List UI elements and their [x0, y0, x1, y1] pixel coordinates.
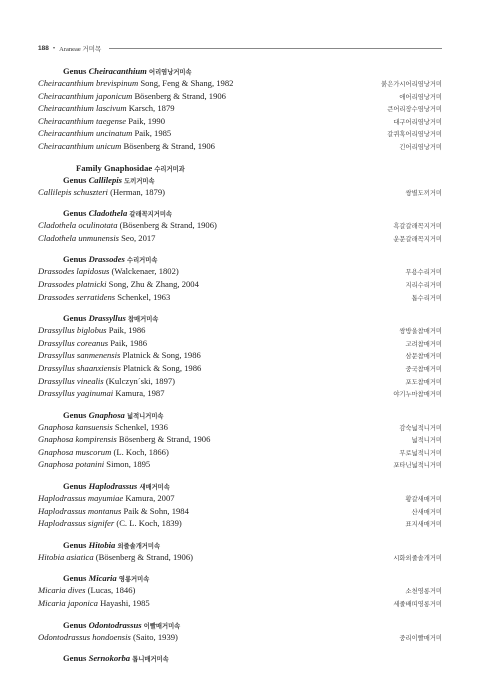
species-korean-name: 운문갈래꼭지거미 [393, 235, 442, 243]
species-name: Micaria dives [38, 585, 86, 596]
species-name: Drassyllus sanmenensis [38, 350, 121, 361]
species-entry [38, 91, 226, 103]
species-korean-name: 산새매거미 [411, 508, 442, 516]
section-gap [38, 199, 442, 208]
species-author: Paik, 1986 [110, 337, 148, 348]
species-author: (Herman, 1879) [110, 186, 165, 197]
genus-heading [63, 313, 442, 325]
genus-name: Cladothela [88, 208, 128, 219]
species-row [38, 350, 442, 363]
genus-heading [63, 66, 442, 78]
genus-heading [63, 653, 442, 665]
genus-prefix: Genus [63, 653, 87, 664]
genus-prefix: Genus [63, 66, 87, 76]
species-korean-name: 무로넓적니거미 [399, 449, 442, 457]
genus-korean: 참매거미속 [127, 316, 159, 324]
genus-prefix: Genus [63, 481, 87, 492]
species-name: Drassyllus biglobus [38, 325, 107, 336]
species-entry [38, 422, 168, 434]
species-entry [38, 388, 165, 400]
genus-korean: 외줄솔개거미속 [117, 542, 161, 550]
species-entry [38, 266, 179, 278]
genus-korean: 톱니매거미속 [132, 656, 169, 664]
species-korean-name: 감숙넓적니거미 [399, 424, 442, 432]
genus-heading [63, 254, 442, 266]
species-entry [38, 338, 147, 350]
species-name: Haplodrassus montanus [38, 505, 122, 516]
species-row [38, 220, 442, 233]
species-korean-name: 지리수리거미 [405, 281, 442, 289]
genus-prefix: Genus [63, 619, 87, 630]
section-gap [38, 401, 442, 410]
species-korean-name: 갈퀴혹어리염낭거미 [387, 131, 442, 139]
genus-name: Gnaphosa [88, 409, 125, 420]
species-entry [38, 116, 165, 128]
species-korean-name: 무용수리거미 [405, 269, 442, 277]
species-entry [38, 363, 201, 375]
section-title: Araneae 거미목 [59, 45, 102, 53]
genus-prefix: Genus [63, 174, 87, 185]
species-author: (Lucas, 1846) [87, 585, 136, 596]
species-author: Simon, 1895 [106, 459, 151, 470]
species-entry [38, 233, 155, 245]
species-author: Paik, 1986 [108, 325, 146, 336]
species-korean-name: 흑갈갈래꼭지거미 [393, 223, 442, 231]
genus-heading [63, 540, 442, 552]
species-author: Seo, 2017 [121, 232, 156, 243]
species-name: Cheiracanthium brevispinum [38, 78, 139, 88]
genus-heading [63, 573, 442, 585]
genus-prefix: Genus [63, 573, 87, 584]
species-author: Paik, 1985 [134, 128, 172, 139]
species-name: Odontodrassus hondoensis [38, 631, 131, 642]
species-list [38, 66, 442, 665]
family-heading [76, 163, 442, 175]
species-row [38, 128, 442, 141]
genus-korean: 이빨매거미속 [143, 622, 181, 630]
species-name: Drassyllus coreanus [38, 337, 109, 348]
species-name: Haplodrassus mayumiae [38, 493, 124, 504]
species-entry [38, 376, 175, 388]
family-prefix: Family [76, 162, 102, 173]
genus-prefix: Genus [63, 539, 87, 550]
species-author: Song, Zhu & Zhang, 2004 [108, 278, 199, 289]
species-row [38, 493, 442, 506]
species-author: (C. L. Koch, 1839) [116, 518, 182, 529]
species-entry [38, 103, 175, 115]
species-row [38, 338, 442, 351]
species-korean-name: 대구어리염낭거미 [393, 118, 442, 126]
species-author: Platnick & Song, 1986 [122, 350, 201, 361]
genus-korean: 도끼거미속 [124, 177, 155, 185]
genus-name: Sernokorba [88, 653, 131, 664]
species-entry [38, 518, 182, 530]
genus-name: Odontodrassus [88, 619, 142, 630]
species-row [38, 585, 442, 598]
species-entry [38, 459, 150, 471]
species-entry [38, 552, 193, 564]
species-name: Micaria japonica [38, 598, 98, 609]
species-row [38, 434, 442, 447]
species-row [38, 632, 442, 645]
species-row [38, 422, 442, 435]
species-korean-name: 포타닌넓적니거미 [393, 462, 442, 470]
species-author: Kamura, 2007 [125, 493, 175, 504]
species-row [38, 506, 442, 519]
species-author: Bösenberg & Strand, 1906 [123, 140, 215, 151]
species-row [38, 325, 442, 338]
species-name: Haplodrassus signifer [38, 518, 115, 529]
species-author: (Bösenberg & Strand, 1906) [119, 220, 217, 231]
section-gap [38, 564, 442, 573]
genus-name: Drassodes [88, 254, 125, 265]
species-entry [38, 78, 233, 90]
species-korean-name: 소천영롱거미 [405, 588, 442, 596]
section-gap [38, 472, 442, 481]
species-entry [38, 447, 169, 459]
species-entry [38, 598, 150, 610]
species-row [38, 447, 442, 460]
species-korean-name: 톱수리거미 [411, 294, 442, 302]
species-row [38, 388, 442, 401]
species-entry [38, 325, 145, 337]
species-name: Cheiracanthium lascivum [38, 103, 127, 114]
species-korean-name: 애어리염낭거미 [399, 93, 442, 101]
species-korean-name: 야기누마참매거미 [393, 391, 442, 399]
species-name: Drassyllus shaanxiensis [38, 362, 121, 373]
species-row [38, 187, 442, 200]
section-gap [38, 644, 442, 653]
species-entry [38, 187, 165, 199]
genus-korean: 새매거미속 [139, 484, 170, 492]
species-korean-name: 포도참매거미 [405, 378, 442, 386]
species-row [38, 376, 442, 389]
species-korean-name: 쌍방울참매거미 [399, 328, 442, 336]
species-korean-name: 중리이빨매거미 [399, 634, 442, 642]
genus-heading [63, 481, 442, 493]
species-name: Callilepis schuszteri [38, 186, 108, 197]
species-name: Gnaphosa potanini [38, 459, 105, 470]
species-author: (Saito, 1939) [133, 631, 178, 642]
genus-prefix: Genus [63, 409, 87, 420]
species-author: Karsch, 1879 [128, 103, 175, 114]
species-name: Drassodes platnicki [38, 278, 107, 289]
species-name: Cladothela unmunensis [38, 232, 119, 243]
family-name: Gnaphosidae [103, 162, 153, 173]
species-name: Gnaphosa kansuensis [38, 421, 113, 432]
species-author: Song, Feng & Shang, 1982 [140, 78, 234, 88]
species-entry [38, 434, 210, 446]
species-author: (Bösenberg & Strand, 1906) [95, 551, 194, 562]
genus-korean: 갈래꼭지거미속 [129, 211, 172, 219]
species-author: Platnick & Song, 1986 [123, 362, 202, 373]
species-name: Drassodes lapidosus [38, 266, 110, 277]
species-author: Paik, 1990 [128, 115, 165, 126]
species-korean-name: 고려참매거미 [405, 340, 442, 348]
species-name: Cheiracanthium japonicum [38, 90, 133, 101]
species-korean-name: 붉은가시어리염낭거미 [381, 81, 442, 88]
species-name: Drassodes serratidens [38, 291, 116, 302]
genus-name: Drassyllus [88, 313, 126, 324]
genus-heading [63, 175, 442, 187]
section-gap [38, 304, 442, 313]
genus-heading [63, 410, 442, 422]
species-korean-name: 삼문참매거미 [405, 353, 442, 361]
genus-name: Micaria [88, 573, 117, 584]
section-gap [38, 245, 442, 254]
species-korean-name: 시화외줄솔개거미 [393, 554, 442, 562]
species-entry [38, 632, 178, 644]
species-name: Gnaphosa kompirensis [38, 434, 117, 445]
species-row [38, 78, 442, 91]
genus-prefix: Genus [63, 208, 87, 219]
section-gap [38, 611, 442, 620]
species-row [38, 266, 442, 279]
species-korean-name: 황갈새매거미 [405, 496, 442, 504]
species-row [38, 279, 442, 292]
species-name: Hitobia asiatica [38, 551, 94, 562]
species-name: Gnaphosa muscorum [38, 446, 112, 457]
species-author: Bösenberg & Strand, 1906 [134, 90, 226, 101]
species-entry [38, 128, 171, 140]
species-author: (Kulczyn´ski, 1897) [105, 375, 176, 386]
species-row [38, 141, 442, 154]
species-row [38, 103, 442, 116]
header-separator: • [52, 44, 56, 52]
species-korean-name: 긴어리염낭거미 [399, 143, 442, 151]
species-author: Hayashi, 1985 [100, 598, 150, 609]
genus-name: Cheiracanthium [88, 66, 147, 76]
species-entry [38, 220, 217, 232]
species-name: Drassyllus vinealis [38, 375, 104, 386]
species-row [38, 459, 442, 472]
genus-name: Callilepis [88, 174, 122, 185]
species-author: Bösenberg & Strand, 1906 [118, 434, 211, 445]
family-korean: 수리거미과 [154, 165, 185, 173]
species-author: (Walckenaer, 1802) [111, 266, 179, 277]
species-author: Paik & Sohn, 1984 [123, 505, 189, 516]
page-number: 188 [38, 44, 49, 52]
genus-korean: 영롱거미속 [118, 576, 150, 584]
species-row [38, 292, 442, 305]
species-author: (L. Koch, 1866) [113, 446, 169, 457]
species-name: Cheiracanthium uncinatum [38, 128, 133, 139]
species-name: Drassyllus yaginumai [38, 388, 114, 399]
species-row [38, 552, 442, 565]
species-row [38, 363, 442, 376]
genus-korean: 수리거미속 [127, 257, 158, 265]
species-row [38, 116, 442, 129]
species-author: Schenkel, 1963 [117, 291, 171, 302]
section-gap [38, 154, 442, 163]
species-name: Cheiracanthium taegense [38, 115, 127, 126]
species-entry [38, 493, 175, 505]
genus-prefix: Genus [63, 254, 87, 265]
genus-prefix: Genus [63, 313, 87, 324]
species-korean-name: 넓적니거미 [411, 437, 442, 445]
species-korean-name: 쌍별도끼거미 [405, 189, 442, 197]
species-row [38, 91, 442, 104]
genus-korean: 어리염낭거미속 [148, 69, 192, 76]
species-author: Kamura, 1987 [115, 388, 165, 399]
species-entry [38, 141, 215, 153]
genus-name: Hitobia [88, 539, 116, 550]
species-korean-name: 세줄배띠영롱거미 [393, 601, 442, 609]
species-korean-name: 큰어리장수염낭거미 [387, 106, 442, 114]
species-row [38, 518, 442, 531]
species-korean-name: 표지새매거미 [405, 521, 442, 529]
species-entry [38, 350, 201, 362]
species-name: Cladothela oculinotata [38, 220, 118, 231]
species-author: Schenkel, 1936 [114, 421, 168, 432]
genus-heading [63, 620, 442, 632]
species-korean-name: 중국참매거미 [405, 365, 442, 373]
genus-heading [63, 208, 442, 220]
header-rule [109, 48, 442, 49]
page-header [38, 42, 442, 54]
section-gap [38, 531, 442, 540]
genus-korean: 넓적니거미속 [127, 412, 164, 420]
species-entry [38, 292, 170, 304]
species-row [38, 233, 442, 246]
species-entry [38, 506, 189, 518]
genus-name: Haplodrassus [88, 481, 138, 492]
species-name: Cheiracanthium unicum [38, 140, 122, 151]
species-row [38, 598, 442, 611]
species-entry [38, 279, 199, 291]
species-entry [38, 585, 135, 597]
